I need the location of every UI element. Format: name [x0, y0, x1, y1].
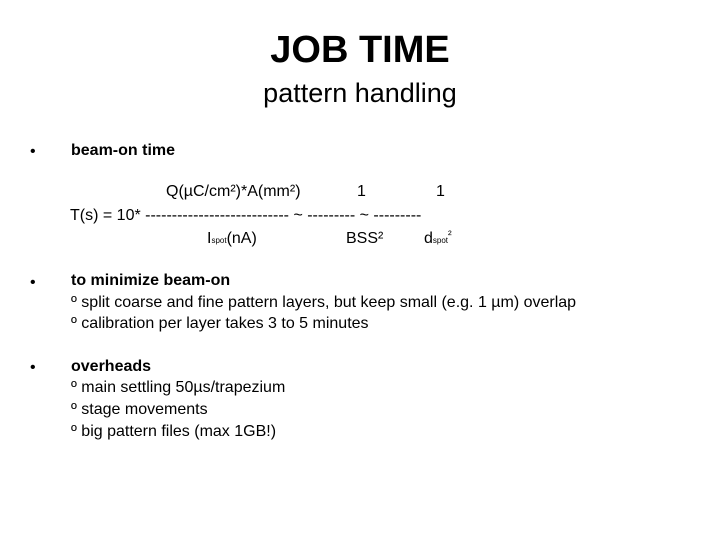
dspot-superscript: ² [448, 229, 452, 241]
formula-numerator-one-a: 1 [357, 183, 366, 200]
beam-on-heading: beam-on time [71, 142, 176, 159]
minimize-item: º split coarse and fine pattern layers, but keep small (e.g. 1 µm) overlap [71, 294, 577, 311]
bullet-marker: • [30, 274, 36, 291]
current-subscript: spot [211, 236, 227, 245]
overheads-item: º stage movements [71, 401, 208, 418]
bullet-marker: • [30, 359, 36, 376]
current-unit: (nA) [226, 230, 257, 247]
dspot-symbol: d [424, 230, 433, 247]
formula-numerator-one-b: 1 [436, 183, 445, 200]
overheads-item: º big pattern files (max 1GB!) [71, 423, 277, 440]
formula-numerator: Q(µC/cm²)*A(mm²) [166, 183, 301, 200]
formula-denominator-bss: BSS² [346, 230, 384, 247]
current-symbol: I [207, 230, 212, 247]
minimize-item: º calibration per layer takes 3 to 5 minutes [71, 315, 369, 332]
formula-denominator-dspot [424, 228, 452, 252]
formula-main-line: T(s) = 10* --------------------------- ~ --------- ~ --------- [70, 207, 422, 224]
slide-subtitle: pattern handling [263, 78, 457, 108]
overheads-item: º main settling 50µs/trapezium [71, 379, 286, 396]
bullet-marker: • [30, 143, 36, 160]
overheads-heading: overheads [71, 358, 152, 375]
slide-title: JOB TIME [270, 29, 450, 71]
minimize-heading: to minimize beam-on [71, 272, 231, 289]
formula-denominator-current [207, 228, 257, 252]
dspot-subscript: spot [432, 236, 449, 245]
